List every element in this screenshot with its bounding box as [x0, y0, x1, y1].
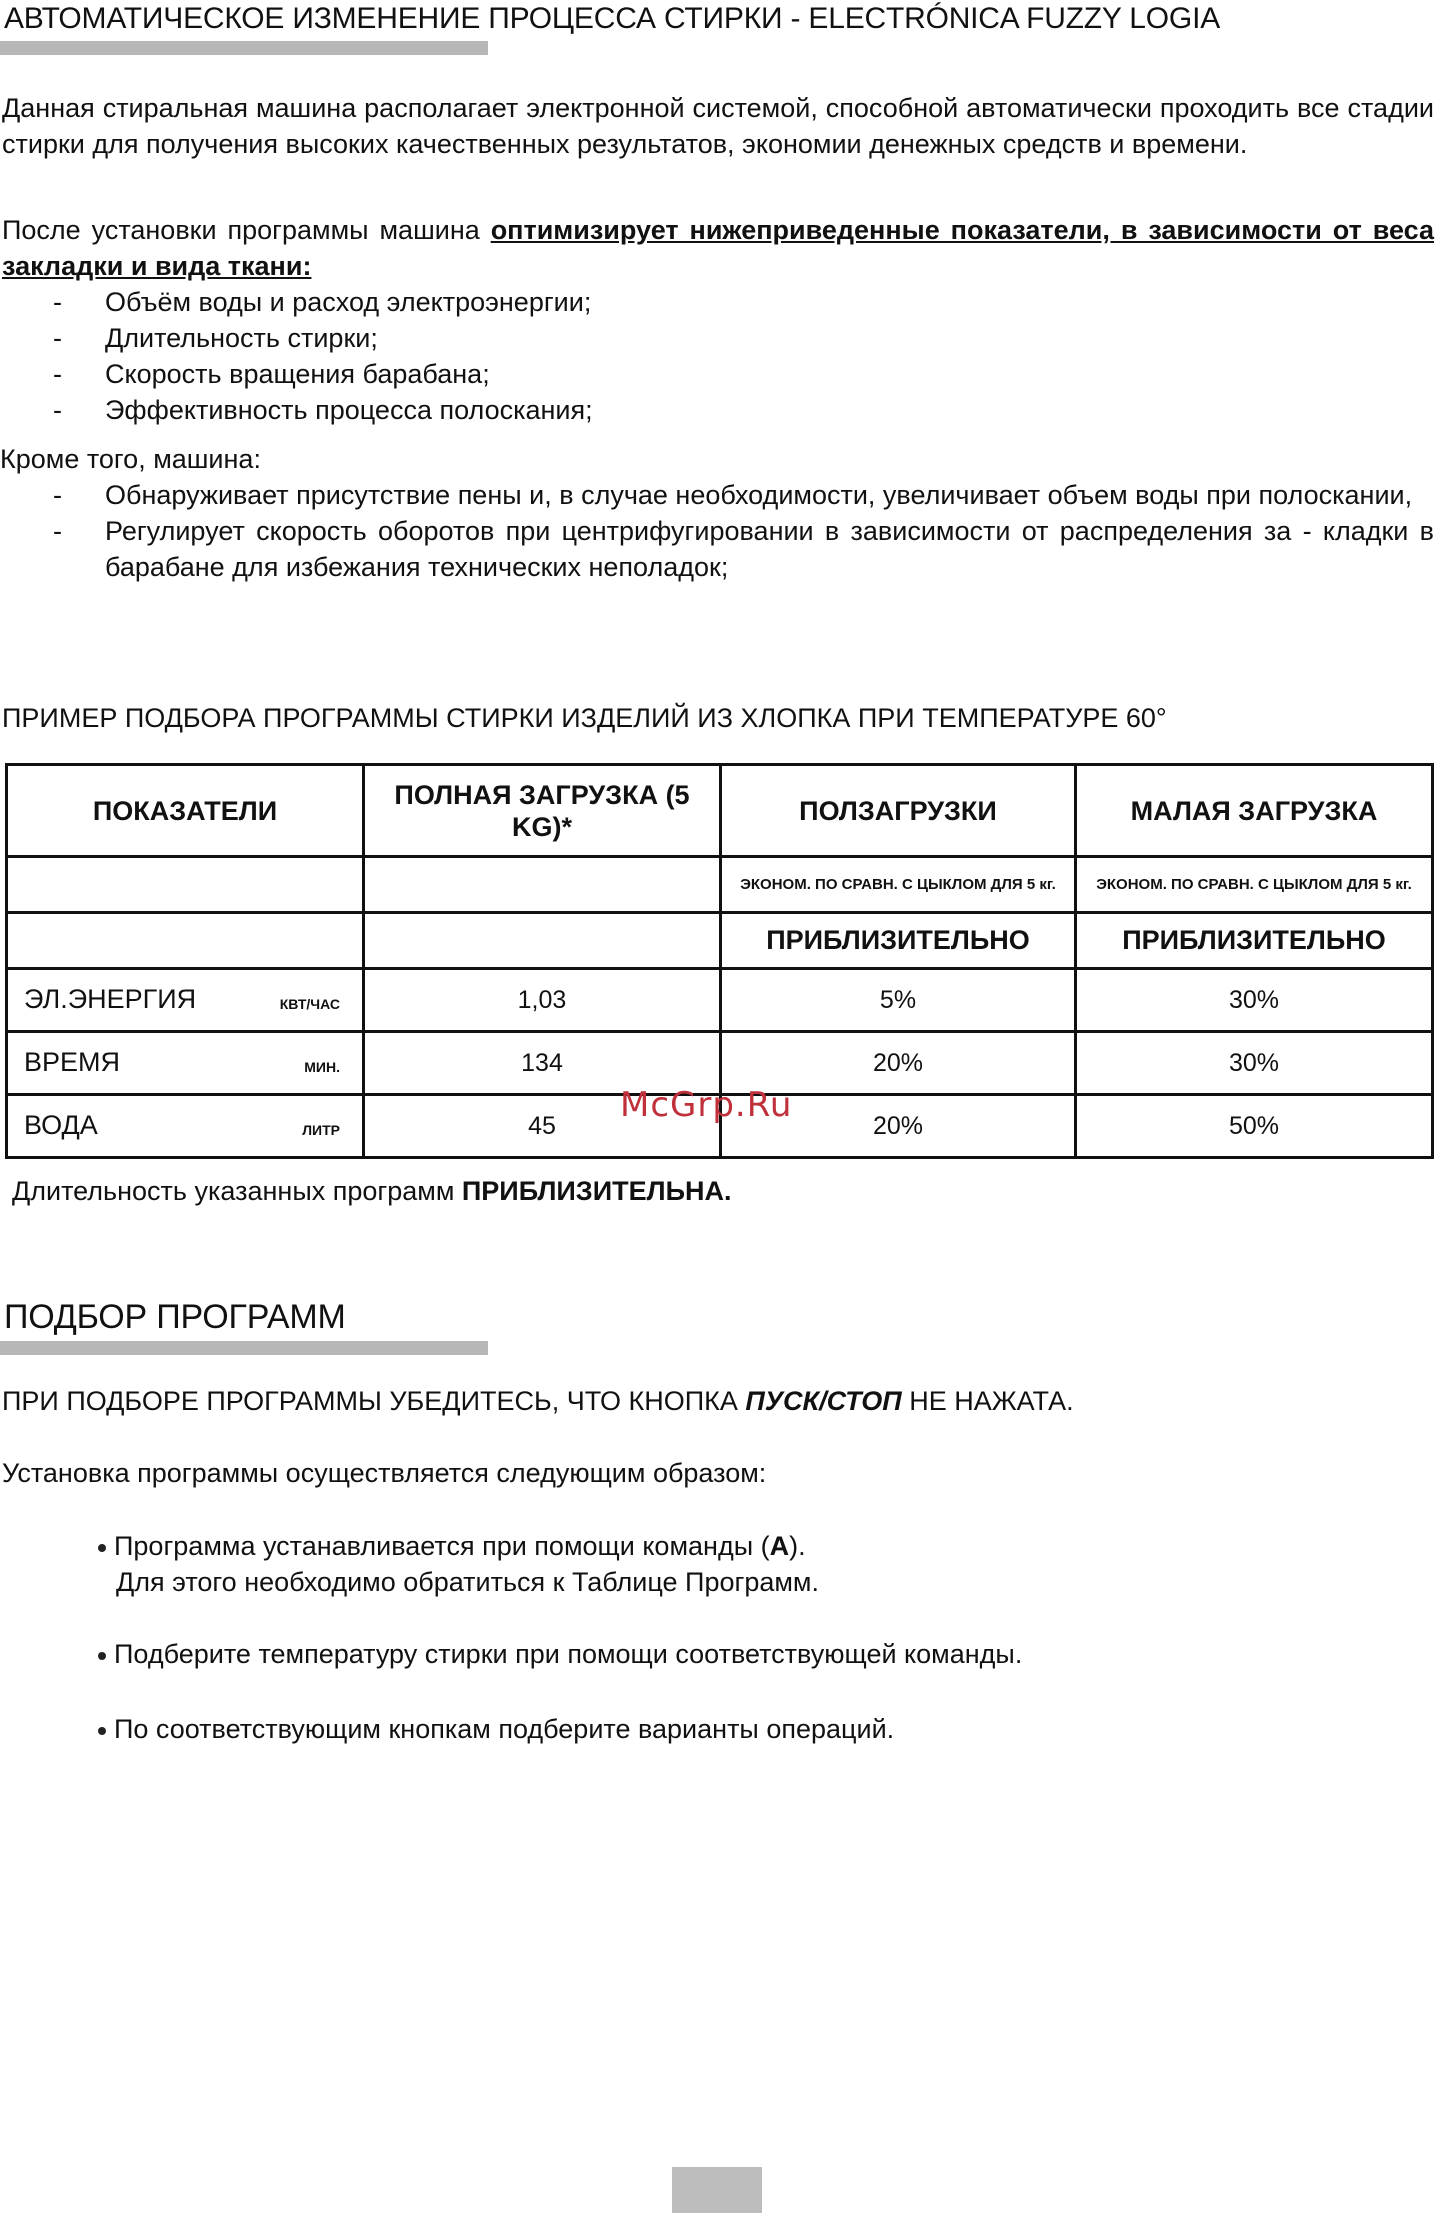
value-half: 5%	[721, 969, 1076, 1032]
row-label-cell	[7, 969, 364, 1032]
start-stop-warning: ПРИ ПОДБОРЕ ПРОГРАММЫ УБЕДИТЕСЬ, ЧТО КНОПКА ПУСК/СТОП НЕ НАЖАТА.	[2, 1386, 1074, 1416]
value-full: 45	[364, 1095, 721, 1158]
setup-line: Установка программы осуществляется следующим образом:	[2, 1458, 767, 1488]
row-label: ВОДА	[24, 1109, 98, 1140]
value-small: 30%	[1076, 1032, 1433, 1095]
page-number-box	[672, 2167, 762, 2213]
header-small-load: МАЛАЯ ЗАГРУЗКА	[1076, 765, 1433, 857]
empty-cell	[364, 913, 721, 969]
title-underbar	[0, 41, 488, 55]
row-label-cell	[7, 1032, 364, 1095]
besides-list	[0, 477, 1434, 585]
list-item: - Скорость вращения барабана;	[53, 359, 490, 389]
optimize-lead: После установки программы машина	[2, 215, 491, 245]
value-small: 50%	[1076, 1095, 1433, 1158]
duration-note-bold: ПРИБЛИЗИТЕЛЬНА.	[461, 1176, 732, 1206]
list-item: - Эффективность процесса полоскания;	[53, 395, 593, 425]
value-half: 20%	[721, 1095, 1076, 1158]
header-indicators: ПОКАЗАТЕЛИ	[7, 765, 364, 857]
header-half-load: ПОЛЗАГРУЗКИ	[721, 765, 1076, 857]
value-full: 134	[364, 1032, 721, 1095]
approx-label: ПРИБЛИЗИТЕЛЬНО	[1076, 913, 1433, 969]
bullet-item: По соответствующим кнопкам подберите варианты операций.	[98, 1711, 894, 1747]
duration-note: Длительность указанных программ ПРИБЛИЗИТЕЛЬНА.	[12, 1176, 732, 1206]
bullet-item: Подберите температуру стирки при помощи соответствующей команды.	[98, 1636, 1022, 1672]
table-row	[7, 857, 1433, 913]
row-label: ЭЛ.ЭНЕРГИЯ	[24, 983, 197, 1014]
optimize-list	[0, 284, 1434, 428]
example-caption: ПРИМЕР ПОДБОРА ПРОГРАММЫ СТИРКИ ИЗДЕЛИЙ ИЗ ХЛОПКА ПРИ ТЕМПЕРАТУРЕ 60°	[2, 703, 1167, 733]
bullet-dot	[98, 1544, 106, 1552]
row-label-cell	[7, 1095, 364, 1158]
approx-label: ПРИБЛИЗИТЕЛЬНО	[721, 913, 1076, 969]
watermark: McGrp.Ru	[620, 1085, 793, 1125]
value-small: 30%	[1076, 969, 1433, 1032]
table-row	[7, 913, 1433, 969]
besides-label: Кроме того, машина:	[0, 444, 261, 474]
intro-paragraph: Данная стиральная машина располагает электронной системой, способной автоматически проходить все стадии стирки для получения высоких качественных результатов, экономии денежных средств и времени.	[2, 93, 1434, 159]
list-item: - Регулирует скорость оборотов при центрифугировании в зависимости от распределения за - кладки в барабане для избежания технических неполадок;	[53, 516, 1434, 582]
section-title-program-selection: ПОДБОР ПРОГРАММ	[4, 1298, 346, 1336]
section-title-fuzzy-logic: АВТОМАТИЧЕСКОЕ ИЗМЕНЕНИЕ ПРОЦЕССА СТИРКИ - ELECTRÓNICA FUZZY LOGIA	[4, 2, 1221, 35]
row-label: ВРЕМЯ	[24, 1046, 121, 1077]
bullet-continuation: Для этого необходимо обратиться к Таблице Программ.	[116, 1567, 819, 1597]
empty-cell	[7, 913, 364, 969]
row-unit: МИН.	[304, 1059, 340, 1075]
bullet-dot	[98, 1727, 106, 1735]
table-row	[7, 969, 1433, 1032]
optimize-paragraph	[2, 212, 1434, 284]
list-item: - Объём воды и расход электроэнергии;	[53, 287, 592, 317]
optimize-bold: оптимизирует нижеприведенные показатели, в зависимости от веса закладки и вида ткани:	[2, 215, 1435, 281]
start-stop-label: ПУСК/СТОП	[745, 1386, 902, 1416]
economy-note: ЭКОНОМ. ПО СРАВН. С ЦЫКЛОМ ДЛЯ 5 кг.	[721, 857, 1076, 913]
value-half: 20%	[721, 1032, 1076, 1095]
empty-cell	[364, 857, 721, 913]
row-unit: ЛИТР	[302, 1122, 340, 1138]
empty-cell	[7, 857, 364, 913]
table-header-row	[7, 765, 1433, 857]
row-unit: КВТ/ЧАС	[279, 996, 340, 1012]
list-item: - Обнаруживает присутствие пены и, в случае необходимости, увеличивает объем воды при полоскании,	[53, 480, 1413, 510]
bullet-item: Программа устанавливается при помощи команды (A).	[98, 1528, 806, 1564]
economy-note: ЭКОНОМ. ПО СРАВН. С ЦЫКЛОМ ДЛЯ 5 кг.	[1076, 857, 1433, 913]
bullet-dot	[98, 1652, 106, 1660]
list-item: - Длительность стирки;	[53, 323, 378, 353]
value-full: 1,03	[364, 969, 721, 1032]
title-underbar	[0, 1341, 488, 1355]
header-full-load: ПОЛНАЯ ЗАГРУЗКА (5 KG)*	[364, 765, 721, 857]
